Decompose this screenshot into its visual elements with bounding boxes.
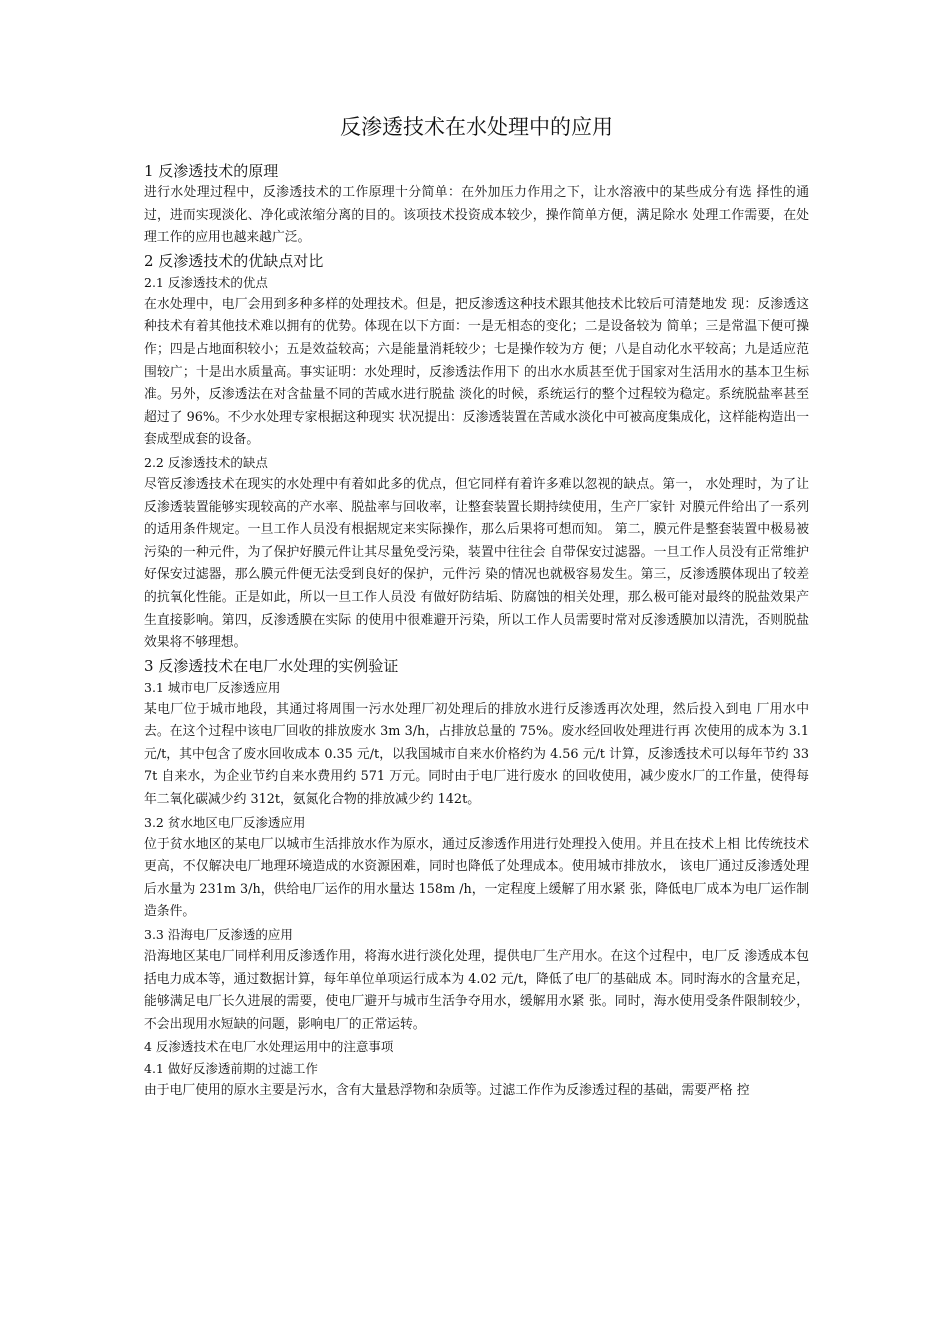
subsection-4-1-paragraph: 由于电厂使用的原水主要是污水，含有大量悬浮物和杂质等。过滤工作作为反渗透过程的基础，需要严格 控 — [144, 1083, 750, 1099]
section-heading-3: 3 反渗透技术在电厂水处理的实例验证 — [144, 656, 399, 675]
subsection-2-2-paragraph: 尽管反渗透技术在现实的水处理中有着如此多的优点，但它同样有着许多难以忽视的缺点。第一， 水处理时，为了让反渗透装置能够实现较高的产水率、脱盐率与回收率，让整套装置长期持续使用，生产厂家针 对膜元件给出了一系列的适用条件规定。一旦工作人员没有根据规定来实际操作，那么后果将可想而知。 第二，膜元件是整套装置中极易被污染的一种元件，为了保护好膜元件让其尽量免受污染，装置中往往会 自带保安过滤器。一旦工作人员没有正常维护好保安过滤器，那么膜元件便无法受到良好的保护，元件污 染的情况也就极容易发生。第三，反渗透膜体现出了较差的抗氧化性能。正是如此，所以一旦工作人员没 有做好防结垢、防腐蚀的相关处理，那么极可能对最终的脱盐效果产生直接影响。第四，反渗透膜在实际 的使用中很难避开污染，所以工作人员需要时常对反渗透膜加以清洗，否则脱盐效果将不够理想。 — [144, 476, 809, 651]
subsection-heading-2-2: 2.2 反渗透技术的缺点 — [144, 454, 268, 470]
document-page — [144, 112, 809, 1103]
subsection-3-2-paragraph: 位于贫水地区的某电厂以城市生活排放水作为原水，通过反渗透作用进行处理投入使用。并且在技术上相 比传统技术更高，不仅解决电厂地理环境造成的水资源困难，同时也降低了处理成本。使用城市排放水， 该电厂通过反渗透处理后水量为 231m 3/h，供给电厂运作的用水量达 158m /h，一定程度上缓解了用水紧 张，降低电厂成本为电厂运作制造条件。 — [144, 836, 809, 920]
section-heading-4: 4 反渗透技术在电厂水处理运用中的注意事项 — [144, 1039, 394, 1055]
section-heading-2: 2 反渗透技术的优缺点对比 — [144, 251, 324, 270]
subsection-3-3-paragraph: 沿海地区某电厂同样利用反渗透作用，将海水进行淡化处理，提供电厂生产用水。在这个过程中，电厂反 渗透成本包括电力成本等，通过数据计算，每年单位单项运行成本为 4.02 元/t，降低了电厂的基础成 本。同时海水的含量充足，能够满足电厂长久进展的需要，使电厂避开与城市生活争夺用水，缓解用水紧 张。同时，海水使用受条件限制较少，不会出现用水短缺的问题，影响电厂的正常运转。 — [144, 949, 809, 1032]
subsection-3-1-paragraph: 某电厂位于城市地段，其通过将周围一污水处理厂初处理后的排放水进行反渗透再次处理，然后投入到电 厂用水中去。在这个过程中该电厂回收的排放废水 3m 3/h，占排放总量的 75%。废水经回收处理进行再 次使用的成本为 3.1 元/t，其中包含了废水回收成本 0.35 元/t，以我国城市自来水价格约为 4.56 元/t 计算，反渗透技术可以每年节约 337t 自来水，为企业节约自来水费用约 571 万元。同时由于电厂进行废水 的回收使用，减少废水厂的工作量，使得每年二氧化碳减少约 312t，氨氮化合物的排放减少约 142t。 — [144, 701, 809, 808]
subsection-heading-3-3: 3.3 沿海电厂反渗透的应用 — [144, 927, 293, 943]
subsection-2-1-paragraph: 在水处理中，电厂会用到多种多样的处理技术。但是，把反渗透这种技术跟其他技术比较后可清楚地发 现：反渗透这种技术有着其他技术难以拥有的优势。体现在以下方面：一是无相态的变化；二是设备较为 简单；三是常温下便可操作；四是占地面积较小；五是效益较高；六是能量消耗较少；七是操作较为方 便；八是自动化水平较高；九是适应范围较广；十是出水质量高。事实证明：水处理时，反渗透法作用下 的出水水质甚至优于国家对生活用水的基本卫生标准。另外，反渗透法在对含盐量不同的苦咸水进行脱盐 淡化的时候，系统运行的整个过程较为稳定。系统脱盐率甚至超过了 96%。不少水处理专家根据这种现实 状况提出：反渗透装置在苦咸水淡化中可被高度集成化，这样能构造出一套成型成套的设备。 — [144, 296, 809, 448]
subsection-heading-4-1: 4.1 做好反渗透前期的过滤工作 — [144, 1061, 318, 1077]
section-1-paragraph: 进行水处理过程中，反渗透技术的工作原理十分简单：在外加压力作用之下，让水溶液中的某些成分有选 择性的通过，进而实现淡化、净化或浓缩分离的目的。该项技术投资成本较少，操作简单方便，满足除水 处理工作需要，在处理工作的应用也越来越广泛。 — [144, 185, 809, 246]
section-heading-1: 1 反渗透技术的原理 — [144, 162, 279, 180]
subsection-heading-2-1: 2.1 反渗透技术的优点 — [144, 274, 268, 290]
subsection-heading-3-2: 3.2 贫水地区电厂反渗透应用 — [144, 814, 306, 830]
page-title: 反渗透技术在水处理中的应用 — [340, 115, 613, 139]
subsection-heading-3-1: 3.1 城市电厂反渗透应用 — [144, 679, 281, 695]
